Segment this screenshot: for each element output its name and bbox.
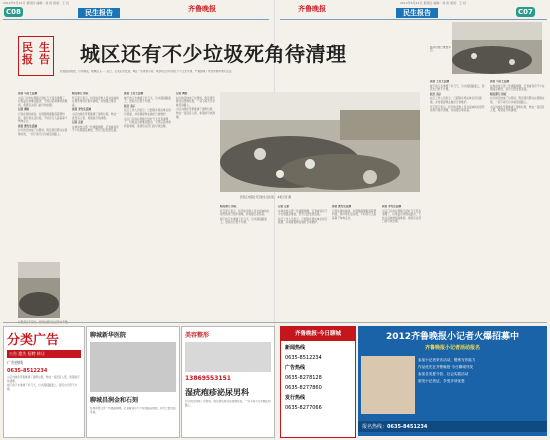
article-body: 村口的空地成了垃圾场，附近居民都往这里倒垃圾，一到下雨天污水就流到路上。 xyxy=(490,97,545,104)
recruitment-title: 2012齐鲁晚报小记者火爆招募中 xyxy=(385,332,520,342)
left-brand: 齐鲁晚报 xyxy=(188,4,216,13)
recruitment-bullet: 作品优先在齐鲁晚报·今日聊城刊发 xyxy=(418,365,474,369)
article-body: 在城乡结合部一些道路两侧，记者看到有不少垃圾随意堆放，部分已经发黑发臭。 xyxy=(72,125,119,133)
article-body: 在城乡结合部一些道路两侧，记者看到有不少垃圾随意堆放，部分已经发黑发臭。 xyxy=(278,209,328,217)
clinic-ad xyxy=(181,326,275,438)
article-source: 相关部门 回应 xyxy=(220,205,237,208)
text-column xyxy=(430,80,485,318)
text-column xyxy=(176,92,216,318)
main-photo xyxy=(220,92,420,192)
ad-body: 在城乡结合部一些道路两侧，记者看到有不少垃圾随意堆放，部分已经发黑发臭。 xyxy=(90,407,176,414)
article-source: 读者 马女士反映 xyxy=(490,80,510,83)
article-lead xyxy=(60,70,240,84)
article-body: 小区门口的垃圾箱已经好几天没有清理了，垃圾溢出来堆在路边，天热以后味道特别难闻，希望有关部门能尽快处理。 xyxy=(124,117,171,128)
article-body: 楼下的下水道堵了好几天，污水漫到路面上，居民出行很不方便。 xyxy=(430,84,485,92)
hotline-list xyxy=(281,341,355,415)
page-headline: 城区还有不少垃圾死角待清理 xyxy=(80,42,347,66)
article-body: 社区工作人员表示，已经联系相关单位进行疏通，并将督促物业做好日常维护。 xyxy=(278,217,328,225)
article-source: 记者 走访 xyxy=(278,205,290,208)
text-column xyxy=(220,205,270,318)
left-header-rule xyxy=(3,19,269,20)
article-source: 相关部门 回应 xyxy=(72,92,89,95)
hotline-number: 0635-8512234 xyxy=(285,355,322,361)
article-body: 记者在现场看到，垃圾箱周围散落着塑料袋、菜叶等生活垃圾，不时有行人捂着鼻子匆匆走过。 xyxy=(18,112,68,124)
stone-carving-ad-title: 聊城昌润金和石刻 xyxy=(90,397,139,404)
classified-ad xyxy=(3,326,85,438)
article-source: 相关部门 回应 xyxy=(490,92,507,96)
hotline-number: 0635-8277066 xyxy=(285,405,322,411)
article-source: 读者 张先生反映 xyxy=(18,124,38,128)
recruitment-bullet: 参加各类夏令营、社会实践活动 xyxy=(418,372,469,376)
street-garbage-image xyxy=(452,22,542,74)
classified-hotline-label: 广告热线 xyxy=(7,360,23,365)
hospital-ad-image xyxy=(90,342,176,392)
article-body: 社区工作人员表示，已经联系相关单位进行疏通，并将督促物业做好日常维护。 xyxy=(124,109,171,116)
article-body: 村口的空地成了垃圾场，附近居民都往这里倒垃圾，一到下雨天污水就流到路上。 xyxy=(176,96,215,107)
hospital-ad-title: 聊城新华医院 xyxy=(90,332,127,339)
article-body: 楼下的下水道堵了好几天，污水漫到路面上，居民出行很不方便。 xyxy=(124,96,171,104)
hotline-label: 新闻热线 xyxy=(285,345,306,351)
recruitment-bullets xyxy=(418,353,476,417)
article-source: 读者 马女士反映 xyxy=(18,92,38,95)
stamp-char: 报 xyxy=(22,53,33,66)
garbage-scene-image xyxy=(220,92,420,192)
urology-ad-text xyxy=(182,400,274,420)
hotline-box xyxy=(280,326,356,438)
article-source: 社区 表示 xyxy=(430,92,442,96)
recruitment-bullet: 颁发小记者证，享受多项优惠 xyxy=(418,379,465,383)
stamp-char: 告 xyxy=(39,53,50,66)
ad-body: 村口的空地成了垃圾场，附近居民都往这里倒垃圾，一到下雨天污水就流到路上。 xyxy=(185,400,271,407)
clinic-ad-title: 美容整形 xyxy=(185,332,210,339)
article-source: 社区 表示 xyxy=(124,104,136,108)
right-page-number-badge: C07 xyxy=(518,8,533,16)
classified-listings xyxy=(4,374,84,438)
recruitment-bullet: 参加小记者采访活动，锻炼写作能力 xyxy=(418,358,476,362)
article-source: 记者 调查 xyxy=(18,108,30,112)
text-column xyxy=(332,205,378,318)
recruitment-ad xyxy=(358,326,547,436)
article-source: 读者 李先生反映 xyxy=(72,108,92,112)
text-column xyxy=(18,92,68,258)
article-body: 村口的空地成了垃圾场，附近居民都往这里倒垃圾，一到下雨天污水就流到路上。 xyxy=(18,129,68,136)
hotline-number: 0635-8278128 xyxy=(285,375,322,381)
ads-divider xyxy=(3,322,547,323)
left-section-label: 民生报告 xyxy=(78,8,120,18)
article-body: 小区内绿化带里堆满了建筑垃圾，物业一直没有人管，希望能尽快清理。 xyxy=(72,112,119,120)
article-body: 环卫部门表示，将尽快安排人员对反映的垃圾死角进行集中清理，并加强日常巡查。 xyxy=(220,209,270,217)
article-source: 读者 王女士反映 xyxy=(430,80,450,83)
main-photo-caption: 居民区内随处可见的生活垃圾。 本报记者 摄 xyxy=(240,196,291,199)
article-body: 小区内绿化带里堆满了建筑垃圾，物业一直没有人管，希望能尽快清理。 xyxy=(490,105,545,113)
right-photo xyxy=(452,22,542,74)
article-source: 读者 李先生反映 xyxy=(382,205,402,208)
right-header-rule xyxy=(280,19,547,20)
article-body: 环卫部门表示，将尽快安排人员对反映的垃圾死角进行集中清理，并加强日常巡查。 xyxy=(72,96,119,107)
hotline-box-title: 齐鲁晚报·今日聊城 xyxy=(281,327,355,341)
article-source: 记者 调查 xyxy=(176,92,188,95)
hospital-ad xyxy=(86,326,180,438)
column-stamp xyxy=(18,36,54,76)
article-body: 环卫部门表示，将尽快安排人员对反映的垃圾死角进行集中清理，并加强日常巡查。 xyxy=(430,105,485,113)
article-source: 读者 王女士反映 xyxy=(124,92,144,95)
urology-ad-title: 湿疣疱疹泌尿男科 xyxy=(185,388,249,397)
trash-pile-image xyxy=(18,262,60,318)
article-body: 小区内绿化带里堆满了建筑垃圾，物业一直没有人管，希望能尽快清理。 xyxy=(176,108,215,119)
clinic-ad-image xyxy=(185,342,271,372)
left-page-meta: 2012年5月24日 星期四 编辑：刘 艳 组版：王 虹 xyxy=(3,1,70,5)
text-column xyxy=(490,80,545,318)
recruitment-phone-label: 报名热线： xyxy=(362,424,388,430)
right-section-label: 民生报告 xyxy=(396,8,438,18)
recruitment-phone-bar xyxy=(358,421,547,432)
left-page-number-badge: C08 xyxy=(6,8,21,16)
stamp-char: 生 xyxy=(39,41,50,54)
article-body: 记者在现场看到，垃圾箱周围散落着塑料袋、菜叶等生活垃圾，不时有行人捂着鼻子匆匆走过。 xyxy=(332,209,377,220)
left-photo xyxy=(18,262,60,318)
article-body: 社区工作人员表示，已经联系相关单位进行疏通，并将督促物业做好日常维护。 xyxy=(430,97,482,104)
text-column xyxy=(278,205,328,318)
article-body: 楼下的下水道堵了好几天，污水漫到路面上，居民出行很不方便。 xyxy=(220,217,267,225)
text-column xyxy=(124,92,172,318)
recruitment-phone: 0635-8451234 xyxy=(387,424,428,430)
children-photo xyxy=(361,356,415,414)
article-source: 记者 走访 xyxy=(72,121,84,125)
right-page-meta: 2012年5月24日 星期四 编辑：刘 艳 组版：王 虹 xyxy=(400,1,467,5)
article-body: 小区门口的垃圾箱已经好几天没有清理了，垃圾溢出来堆在路边，天热以后味道特别难闻，希望有关部门能尽快处理。 xyxy=(18,96,68,107)
article-source: 读者 张先生反映 xyxy=(332,205,352,208)
classified-hotline: 0635-8512234 xyxy=(7,368,48,374)
recruitment-subtitle: 齐鲁晚报小记者活动报名 xyxy=(424,345,480,351)
listing-text: 楼下的下水道堵了好几天，污水漫到路面上，居民出行很不方便。 xyxy=(7,384,78,391)
text-column xyxy=(382,205,422,318)
hotline-number: 0635-8277860 xyxy=(285,385,322,391)
article-body: 小区门口的垃圾箱已经好几天没有清理了，垃圾溢出来堆在路边，天热以后味道特别难闻，希望有关部门能尽快处理。 xyxy=(382,209,421,224)
text-column xyxy=(72,92,120,318)
listing-text: 小区内绿化带里堆满了建筑垃圾，物业一直没有人管，希望能尽快清理。 xyxy=(7,376,80,383)
stamp-char: 民 xyxy=(22,41,33,54)
classified-subtitle: 公告 遗失 招聘 转让 xyxy=(7,350,81,358)
lead-text: 垃圾随意堆放，污水横流，蚊蝇乱飞……近日，记者走访发现，城区一些背街小巷、城乡结合部仍存在不少卫生死角，严重影响了市容市貌和市民生活。 xyxy=(60,70,234,73)
right-brand: 齐鲁晚报 xyxy=(298,4,326,13)
hotline-label: 发行热线 xyxy=(285,395,306,401)
clinic-ad-phone: 13869553151 xyxy=(185,375,231,382)
hotline-label: 广告热线 xyxy=(285,365,306,371)
classified-title: 分类广告 xyxy=(7,333,60,348)
right-photo-caption: 路边垃圾已堆放多日。 xyxy=(430,46,451,53)
article-body: 在城乡结合部一些道路两侧，记者看到有不少垃圾随意堆放，部分已经发黑发臭。 xyxy=(490,84,545,92)
stone-carving-ad-text xyxy=(87,407,179,431)
